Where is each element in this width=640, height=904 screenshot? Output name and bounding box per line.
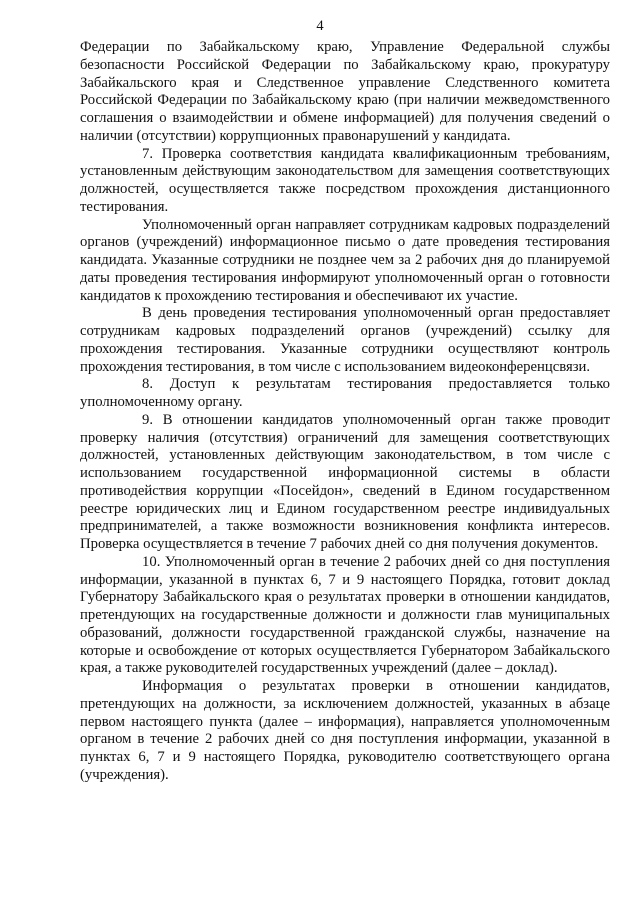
paragraph-item-9: 9. В отношении кандидатов уполномоченный орган также проводит проверку наличия (отсутствия) ограничений для замещения соответствующих должностей, установленных действующим законодательством, в том числе с использованием государственной информационной системы в области противодействия коррупции «Посейдон», сведений в Едином государственном реестре юридических лиц и Едином государственном реестре индивидуальных предпринимателей, а также возможности возникновения конфликта интересов. Проверка осуществляется в течение 7 рабочих дней со дня получения документов. xyxy=(80,411,610,552)
paragraph-testing-notice: Уполномоченный орган направляет сотрудникам кадровых подразделений органов (учреждений) информационное письмо о дате проведения тестирования кандидата. Указанные сотрудники не позднее чем за 2 рабочих дня до планируемой даты проведения тестирования информируют уполномоченный орган о готовности кандидатов к прохождению тестирования и обеспечивают их участие. xyxy=(80,216,610,304)
paragraph-item-7: 7. Проверка соответствия кандидата квалификационным требованиям, установленным действующим законодательством для замещения соответствующих должностей, осуществляется также посредством прохождения дистанционного тестирования. xyxy=(80,145,610,215)
page-number: 4 xyxy=(316,18,324,34)
document-body xyxy=(80,39,610,785)
paragraph-information: Информация о результатах проверки в отношении кандидатов, претендующих на должности, за исключением должностей, указанных в абзаце первом настоящего пункта (далее – информация), направляется уполномоченным органом в течение 2 рабочих дней со дня поступления информации, указанной в пунктах 6, 7 и 9 настоящего Порядка, руководителю соответствующего органа (учреждения). xyxy=(80,678,610,783)
paragraph-item-10: 10. Уполномоченный орган в течение 2 рабочих дней со дня поступления информации, указанной в пунктах 6, 7 и 9 настоящего Порядка, готовит доклад Губернатору Забайкальского края о результатах проверки в отношении кандидатов, претендующих на государственные должности и должности глав муниципальных образований, должности государственной гражданской службы, назначение на которые и освобождение от которых осуществляется Губернатором Забайкальского края, а также руководителей государственных учреждений (далее – доклад). xyxy=(80,553,610,677)
paragraph-continuation: Федерации по Забайкальскому краю, Управление Федеральной службы безопасности Российской Федерации по Забайкальскому краю, прокуратуру Забайкальского края и Следственное управление Следственного комитета Российской Федерации по Забайкальскому краю (при наличии межведомственного соглашения о взаимодействии и обмене информацией) для получения сведений о наличии (отсутствии) коррупционных правонарушений у кандидата. xyxy=(80,39,610,144)
paragraph-testing-day: В день проведения тестирования уполномоченный орган предоставляет сотрудникам кадровых подразделений органов (учреждений) ссылку для прохождения тестирования. Указанные сотрудники осуществляют контроль прохождения тестирования, в том числе с использованием видеоконференцсвязи. xyxy=(80,305,610,375)
paragraph-item-8: 8. Доступ к результатам тестирования предоставляется только уполномоченному органу. xyxy=(80,376,610,410)
